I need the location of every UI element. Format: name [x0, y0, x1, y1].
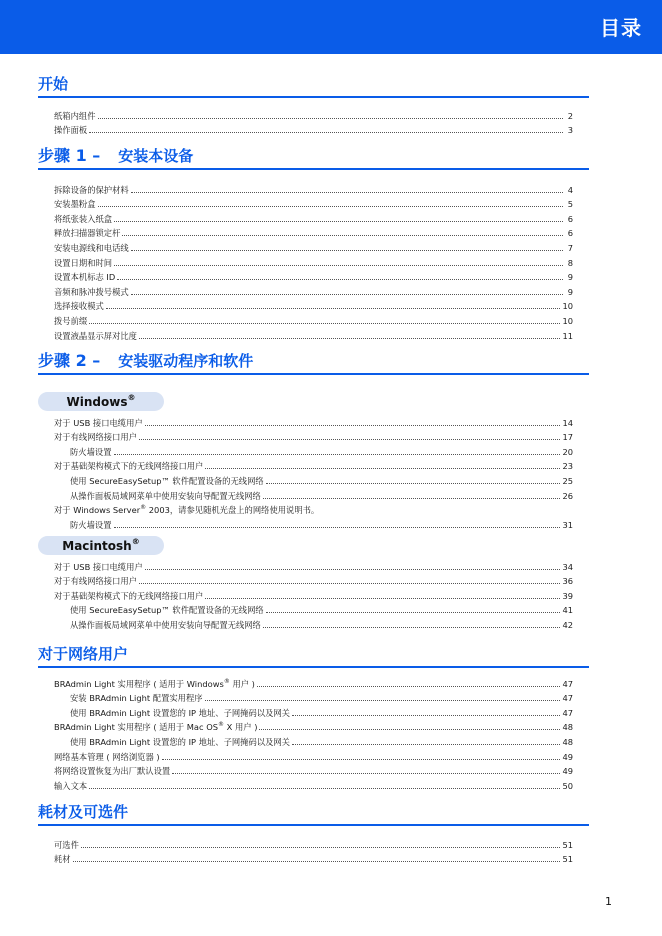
dot-leader — [131, 294, 563, 295]
dot-leader — [162, 759, 561, 760]
toc-entry-text: 使用 SecureEasySetup™ 软件配置设备的无线网络 — [70, 475, 264, 486]
dot-leader — [266, 612, 561, 613]
registered-mark: ® — [218, 721, 225, 729]
toc-page: 14 — [562, 417, 573, 428]
toc-entry[interactable] — [54, 776, 573, 791]
toc-entry-text: 操作面板 — [54, 125, 88, 136]
dot-leader — [106, 308, 561, 309]
toc-entry-text: 网络基本管理 ( 网络浏览器 ) — [54, 751, 160, 762]
toc-entry-text: 从操作面板局域网菜单中使用安装向导配置无线网络 — [70, 490, 261, 501]
toc-entry[interactable] — [54, 471, 573, 486]
section-title: 对于网络用户 — [38, 645, 129, 663]
section-title: 开始 — [38, 75, 69, 93]
toc-entry-text — [54, 679, 255, 689]
section-heading-consumables — [38, 802, 589, 826]
dot-leader — [114, 265, 563, 266]
toc-entry[interactable] — [54, 674, 573, 689]
toc-page: 51 — [562, 854, 573, 865]
toc-entry-text: 可选件 — [54, 839, 79, 850]
toc-page: 23 — [562, 461, 573, 472]
toc-page: 9 — [567, 272, 573, 283]
toc-entry-text: 防火墙设置 — [70, 519, 112, 530]
toc-entry-text: 使用 SecureEasySetup™ 软件配置设备的无线网络 — [70, 605, 264, 616]
windows-subsection-pill — [38, 392, 164, 411]
dot-leader — [131, 250, 563, 251]
toc-entry-text: 安装 BRAdmin Light 配置实用程序 — [70, 693, 203, 704]
dot-leader — [139, 338, 560, 339]
toc-entry[interactable] — [54, 209, 573, 224]
dot-leader — [205, 598, 560, 599]
dot-leader — [257, 686, 561, 687]
entry-part-a: BRAdmin Light 实用程序 ( 适用于 Windows — [54, 678, 224, 689]
toc-entry-text: 对于 USB 接口电缆用户 — [54, 561, 143, 572]
dot-leader — [117, 279, 563, 280]
toc-page: 3 — [567, 125, 573, 136]
toc-entry[interactable] — [54, 718, 573, 733]
toc-entry-text: 对于基础架构模式下的无线网络接口用户 — [54, 461, 204, 472]
dot-leader — [98, 118, 564, 119]
dot-leader — [145, 569, 561, 570]
toc-page: 25 — [562, 475, 573, 486]
toc-page: 48 — [562, 736, 573, 747]
dot-leader — [205, 700, 561, 701]
toc-list-macintosh — [54, 557, 573, 630]
toc-entry[interactable] — [54, 326, 573, 341]
toc-entry[interactable] — [54, 238, 573, 253]
toc-entry[interactable] — [54, 428, 573, 443]
dot-leader — [122, 235, 563, 236]
toc-entry-text: 音频和脉冲拨号模式 — [54, 286, 129, 297]
toc-page: 31 — [562, 519, 573, 530]
toc-entry-text: 拆除设备的保护材料 — [54, 184, 129, 195]
toc-entry[interactable] — [54, 442, 573, 457]
section-heading-start — [38, 74, 589, 98]
section-title: 耗材及可选件 — [38, 803, 129, 821]
note-part-a: 对于 Windows Server — [54, 505, 141, 516]
toc-list-consumables — [54, 835, 573, 864]
toc-page: 2 — [567, 110, 573, 121]
toc-page: 20 — [562, 446, 573, 457]
toc-entry[interactable] — [54, 835, 573, 850]
toc-entry-text: 将网络设置恢复为出厂默认设置 — [54, 766, 171, 777]
dot-leader — [89, 323, 560, 324]
toc-page: 42 — [562, 619, 573, 630]
toc-entry-text: 对于有线网络接口用户 — [54, 432, 137, 443]
toc-page: 8 — [567, 257, 573, 268]
step-title: 安装本设备 — [118, 147, 194, 165]
dot-leader — [98, 206, 564, 207]
windows-label: Windows — [66, 395, 128, 409]
toc-page: 5 — [567, 199, 573, 210]
toc-entry[interactable] — [54, 282, 573, 297]
toc-entry[interactable] — [54, 586, 573, 601]
step-number: 步骤 2 – — [38, 351, 101, 370]
dot-leader — [89, 788, 560, 789]
toc-entry[interactable] — [54, 297, 573, 312]
toc-list-start — [54, 106, 573, 135]
dot-leader — [266, 483, 561, 484]
page-number: 1 — [605, 895, 612, 908]
toc-page: 10 — [562, 315, 573, 326]
toc-page: 7 — [567, 242, 573, 253]
page-title: 目录 — [600, 16, 642, 40]
toc-entry-text: 选择接收模式 — [54, 301, 104, 312]
toc-entry[interactable] — [54, 253, 573, 268]
dot-leader — [139, 439, 560, 440]
dot-leader — [114, 454, 561, 455]
toc-entry-text: 耗材 — [54, 854, 71, 865]
dot-leader — [205, 468, 560, 469]
toc-entry-text — [54, 722, 257, 732]
toc-entry[interactable] — [54, 413, 573, 428]
section-heading-network — [38, 644, 589, 668]
macintosh-subsection-pill — [38, 536, 164, 555]
toc-page: 17 — [562, 432, 573, 443]
toc-page: 49 — [562, 766, 573, 777]
entry-part-a: BRAdmin Light 实用程序 ( 适用于 Mac OS — [54, 722, 219, 733]
toc-entry[interactable] — [54, 762, 573, 777]
toc-page: 10 — [562, 301, 573, 312]
toc-entry-text: 对于基础架构模式下的无线网络接口用户 — [54, 590, 204, 601]
toc-entry-text: 输入文本 — [54, 780, 88, 791]
dot-leader — [89, 132, 563, 133]
toc-entry[interactable] — [54, 268, 573, 283]
toc-entry[interactable] — [54, 572, 573, 587]
toc-page: 47 — [562, 693, 573, 704]
dot-leader — [259, 729, 560, 730]
toc-list-step1 — [54, 180, 573, 341]
toc-list-network — [54, 674, 573, 791]
toc-entry-text: 设置液晶显示屏对比度 — [54, 330, 137, 341]
registered-mark: ® — [140, 504, 147, 512]
toc-entry[interactable] — [54, 557, 573, 572]
toc-entry[interactable] — [54, 311, 573, 326]
toc-page: 6 — [567, 213, 573, 224]
registered-mark: ® — [131, 537, 140, 546]
toc-entry-text: 防火墙设置 — [70, 446, 112, 457]
toc-entry[interactable] — [54, 121, 573, 136]
toc-entry[interactable] — [54, 457, 573, 472]
toc-entry-text: 使用 BRAdmin Light 设置您的 IP 地址、子网掩码以及网关 — [70, 707, 290, 718]
toc-page: 47 — [562, 678, 573, 689]
dot-leader — [114, 527, 561, 528]
entry-part-b: 用户 ) — [229, 678, 255, 689]
macintosh-label: Macintosh — [62, 539, 132, 553]
toc-entry-text: 拨号前缀 — [54, 315, 88, 326]
dot-leader — [292, 715, 560, 716]
toc-entry-text: 对于 USB 接口电缆用户 — [54, 417, 143, 428]
dot-leader — [145, 425, 561, 426]
toc-entry-text: 使用 BRAdmin Light 设置您的 IP 地址、子网掩码以及网关 — [70, 736, 290, 747]
toc-note — [54, 501, 573, 516]
toc-entry[interactable] — [54, 850, 573, 865]
toc-page: 48 — [562, 722, 573, 733]
toc-entry-text: 安装墨粉盒 — [54, 199, 96, 210]
toc-entry-text: 释放扫描器锁定杆 — [54, 228, 121, 239]
section-heading-step1 — [38, 146, 589, 170]
section-title — [38, 348, 253, 371]
dot-leader — [114, 221, 563, 222]
toc-page: 41 — [562, 605, 573, 616]
registered-mark: ® — [127, 393, 136, 402]
toc-entry[interactable] — [54, 601, 573, 616]
toc-entry[interactable] — [54, 486, 573, 501]
toc-page: 26 — [562, 490, 573, 501]
step-number: 步骤 1 – — [38, 146, 101, 165]
registered-mark: ® — [223, 677, 230, 685]
toc-entry[interactable] — [54, 689, 573, 704]
toc-page: 49 — [562, 751, 573, 762]
toc-list-windows — [54, 413, 573, 530]
toc-page: 11 — [562, 330, 573, 341]
toc-page: 50 — [562, 780, 573, 791]
toc-entry-text: 安装电源线和电话线 — [54, 242, 129, 253]
toc-entry[interactable] — [54, 180, 573, 195]
toc-entry-text: 从操作面板局域网菜单中使用安装向导配置无线网络 — [70, 619, 261, 630]
dot-leader — [172, 773, 560, 774]
dot-leader — [81, 847, 561, 848]
toc-entry[interactable] — [54, 615, 573, 630]
toc-entry-text: 设置日期和时间 — [54, 257, 113, 268]
toc-page: 47 — [562, 707, 573, 718]
dot-leader — [131, 192, 563, 193]
toc-entry[interactable] — [54, 106, 573, 121]
toc-page: 9 — [567, 286, 573, 297]
toc-entry[interactable] — [54, 747, 573, 762]
toc-page: 4 — [567, 184, 573, 195]
toc-page: 6 — [567, 228, 573, 239]
toc-entry[interactable] — [54, 732, 573, 747]
section-title — [38, 143, 193, 166]
toc-entry[interactable] — [54, 224, 573, 239]
section-heading-step2 — [38, 351, 589, 375]
entry-part-b: X 用户 ) — [224, 722, 258, 733]
toc-page: 51 — [562, 839, 573, 850]
toc-entry-text: 将纸张装入纸盒 — [54, 213, 113, 224]
toc-page: 39 — [562, 590, 573, 601]
toc-entry[interactable] — [54, 703, 573, 718]
dot-leader — [73, 861, 561, 862]
dot-leader — [139, 583, 560, 584]
toc-note-text — [54, 505, 319, 515]
toc-page: 36 — [562, 576, 573, 587]
toc-page: 34 — [562, 561, 573, 572]
step-title: 安装驱动程序和软件 — [118, 352, 254, 370]
dot-leader — [263, 498, 561, 499]
toc-entry[interactable] — [54, 515, 573, 530]
note-part-b: 2003，请参见随机光盘上的网络使用说明书。 — [146, 505, 320, 516]
header-bar — [0, 0, 662, 54]
dot-leader — [292, 744, 560, 745]
toc-entry[interactable] — [54, 195, 573, 210]
toc-entry-text: 对于有线网络接口用户 — [54, 576, 137, 587]
toc-entry-text: 纸箱内组件 — [54, 110, 96, 121]
dot-leader — [263, 627, 561, 628]
toc-entry-text: 设置本机标志 ID — [54, 272, 116, 283]
